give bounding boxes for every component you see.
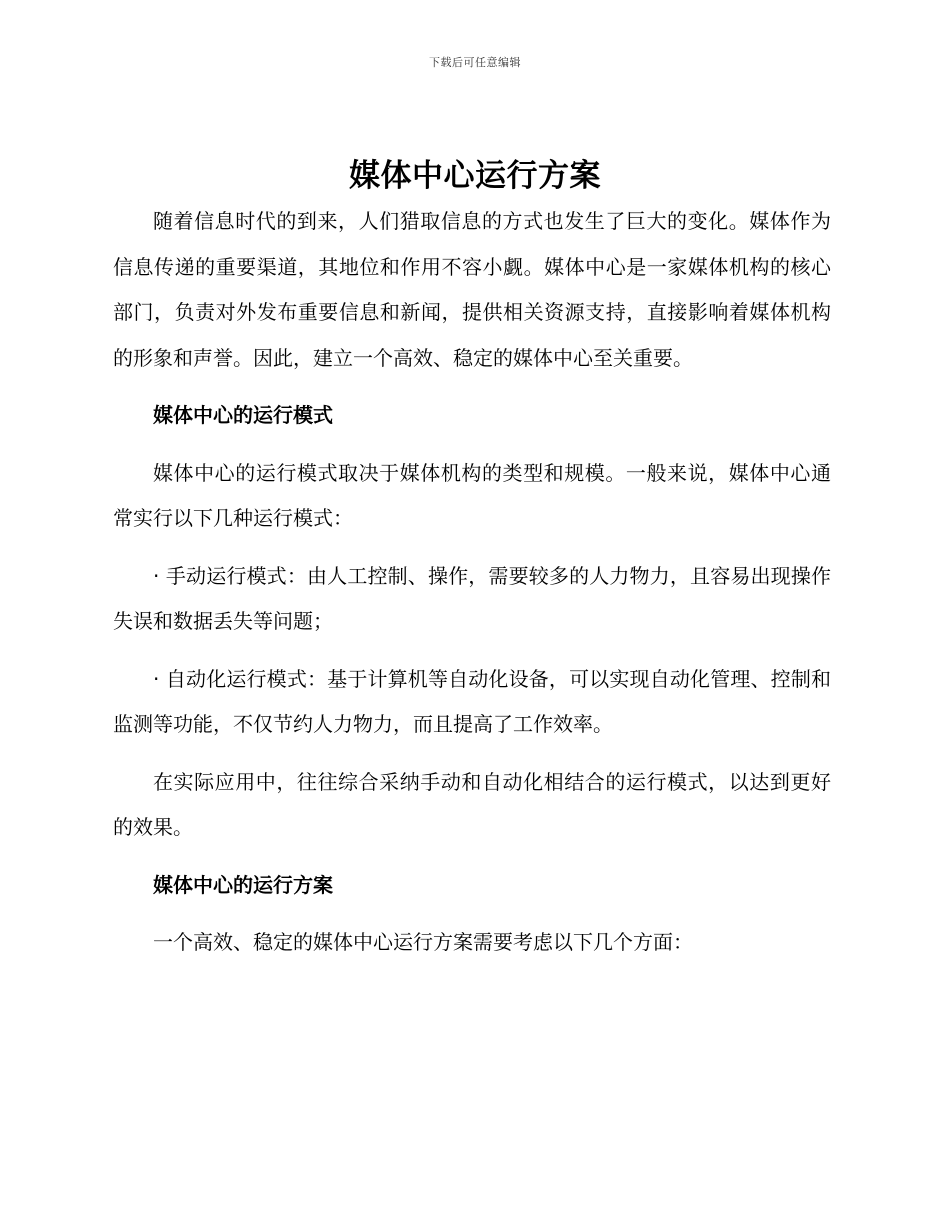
operation-mode-paragraph: 媒体中心的运行模式取决于媒体机构的类型和规模。一般来说，媒体中心通常实行以下几种运行模式：: [113, 460, 831, 530]
section-heading-operation-plan: 媒体中心的运行方案: [153, 872, 333, 897]
header-note: 下载后可任意编辑: [429, 56, 521, 69]
document-title: 媒体中心运行方案: [349, 158, 601, 194]
operation-plan-paragraph: 一个高效、稳定的媒体中心运行方案需要考虑以下几个方面：: [153, 930, 693, 954]
document-body: [113, 199, 831, 978]
bullet-automated-mode: · 自动化运行模式：基于计算机等自动化设备，可以实现自动化管理、控制和监测等功能，不仅节约人力物力，而且提高了工作效率。: [113, 666, 831, 736]
section-heading-operation-mode: 媒体中心的运行模式: [153, 403, 333, 427]
intro-paragraph: 随着信息时代的到来，人们猎取信息的方式也发生了巨大的变化。媒体作为信息传递的重要渠道，其地位和作用不容小觑。媒体中心是一家媒体机构的核心部门，负责对外发布重要信息和新闻，提供相关资源支持，直接影响着媒体机构的形象和声誉。因此，建立一个高效、稳定的媒体中心至关重要。: [113, 209, 831, 370]
operation-mode-conclusion: 在实际应用中，往往综合采纳手动和自动化相结合的运行模式，以达到更好的效果。: [113, 769, 831, 839]
bullet-manual-mode: · 手动运行模式：由人工控制、操作，需要较多的人力物力，且容易出现操作失误和数据丢失等问题；: [113, 563, 831, 633]
